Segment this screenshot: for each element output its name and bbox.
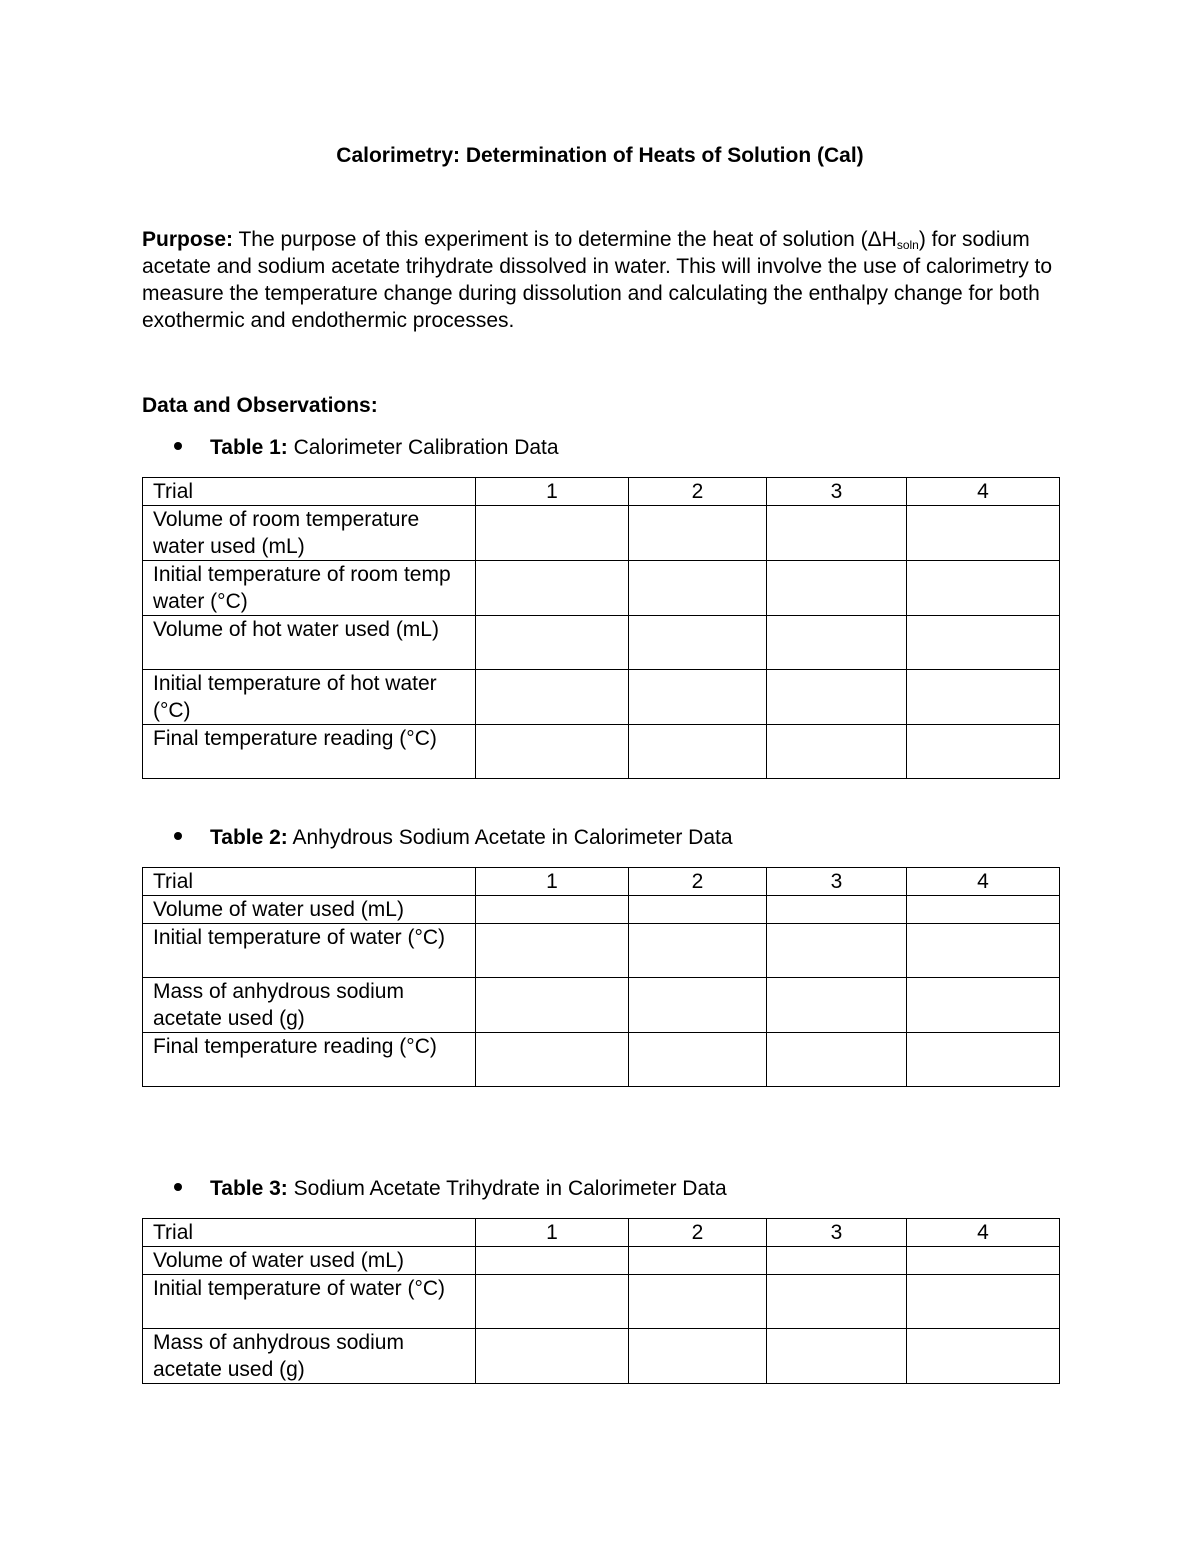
table-3-caption	[174, 1175, 727, 1203]
data-cell[interactable]	[629, 896, 767, 924]
data-cell[interactable]	[629, 1275, 767, 1329]
data-cell[interactable]	[476, 561, 629, 616]
row-label: Mass of anhydrous sodium acetate used (g)	[143, 1329, 476, 1384]
data-cell[interactable]	[907, 725, 1060, 779]
purpose-text-after: ) for sodium acetate and sodium acetate trihydrate dissolved in water. This will involve the use of calorimetry to measure the temperature change during dissolution and calculating the enthalpy change for both exothermic and endothermic processes.	[142, 228, 1053, 332]
row-label: Final temperature reading (°C)	[143, 725, 476, 779]
row-label: Initial temperature of room temp water (°C)	[143, 561, 476, 616]
table-row	[143, 896, 1060, 924]
table-row	[143, 1247, 1060, 1275]
data-cell[interactable]	[629, 978, 767, 1033]
data-cell[interactable]	[907, 506, 1060, 561]
data-cell[interactable]	[907, 561, 1060, 616]
table-1-caption	[174, 434, 559, 462]
table-row	[143, 1033, 1060, 1087]
row-label: Volume of water used (mL)	[143, 896, 476, 924]
row-label: Mass of anhydrous sodium acetate used (g)	[143, 978, 476, 1033]
row-label: Initial temperature of water (°C)	[143, 924, 476, 978]
table-label: Table 2:	[210, 826, 288, 849]
data-cell[interactable]	[629, 506, 767, 561]
data-cell[interactable]	[767, 506, 907, 561]
data-cell[interactable]	[767, 924, 907, 978]
data-cell[interactable]	[476, 1329, 629, 1384]
purpose-paragraph	[142, 226, 1062, 334]
header-cell: 4	[907, 478, 1060, 506]
header-cell: 2	[629, 868, 767, 896]
header-cell: 1	[476, 1219, 629, 1247]
data-cell[interactable]	[476, 616, 629, 670]
table-header-row	[143, 478, 1060, 506]
data-cell[interactable]	[476, 670, 629, 725]
bullet-icon	[174, 832, 182, 840]
data-cell[interactable]	[476, 896, 629, 924]
data-cell[interactable]	[476, 1033, 629, 1087]
bullet-icon	[174, 1183, 182, 1191]
row-label: Volume of water used (mL)	[143, 1247, 476, 1275]
table-row	[143, 670, 1060, 725]
data-cell[interactable]	[767, 1329, 907, 1384]
table-caption-text: Anhydrous Sodium Acetate in Calorimeter Data	[287, 826, 733, 849]
row-label: Volume of hot water used (mL)	[143, 616, 476, 670]
data-cell[interactable]	[907, 616, 1060, 670]
header-cell: 3	[767, 1219, 907, 1247]
bullet-icon	[174, 442, 182, 450]
data-cell[interactable]	[907, 978, 1060, 1033]
data-cell[interactable]	[767, 670, 907, 725]
data-cell[interactable]	[629, 1247, 767, 1275]
purpose-label: Purpose:	[142, 228, 234, 251]
row-label: Volume of room temperature water used (mL)	[143, 506, 476, 561]
data-cell[interactable]	[907, 1275, 1060, 1329]
purpose-subscript: soln	[896, 238, 919, 252]
data-cell[interactable]	[476, 978, 629, 1033]
table-row	[143, 725, 1060, 779]
data-cell[interactable]	[767, 1033, 907, 1087]
row-label: Initial temperature of water (°C)	[143, 1275, 476, 1329]
table-label: Table 1:	[210, 436, 288, 459]
table-3	[142, 1218, 1060, 1384]
table-row	[143, 616, 1060, 670]
data-cell[interactable]	[629, 1329, 767, 1384]
data-cell[interactable]	[476, 1247, 629, 1275]
data-cell[interactable]	[629, 924, 767, 978]
data-cell[interactable]	[767, 616, 907, 670]
table-1	[142, 477, 1060, 779]
data-cell[interactable]	[907, 670, 1060, 725]
table-header-row	[143, 1219, 1060, 1247]
header-cell: 1	[476, 478, 629, 506]
header-cell: 4	[907, 868, 1060, 896]
page-title: Calorimetry: Determination of Heats of Solution (Cal)	[336, 144, 864, 167]
table-2-caption	[174, 824, 733, 852]
table-2	[142, 867, 1060, 1087]
table-row	[143, 978, 1060, 1033]
table-label: Table 3:	[210, 1177, 288, 1200]
header-cell: 1	[476, 868, 629, 896]
header-cell: Trial	[143, 1219, 476, 1247]
data-cell[interactable]	[629, 725, 767, 779]
data-cell[interactable]	[476, 506, 629, 561]
table-row	[143, 924, 1060, 978]
table-header-row	[143, 868, 1060, 896]
data-cell[interactable]	[476, 1275, 629, 1329]
header-cell: Trial	[143, 868, 476, 896]
table-row	[143, 506, 1060, 561]
data-cell[interactable]	[767, 725, 907, 779]
data-cell[interactable]	[907, 896, 1060, 924]
header-cell: 4	[907, 1219, 1060, 1247]
table-caption-text: Calorimeter Calibration Data	[287, 436, 559, 459]
row-label: Final temperature reading (°C)	[143, 1033, 476, 1087]
data-cell[interactable]	[476, 924, 629, 978]
data-cell[interactable]	[907, 924, 1060, 978]
table-row	[143, 561, 1060, 616]
data-cell[interactable]	[476, 725, 629, 779]
header-cell: 2	[629, 478, 767, 506]
data-cell[interactable]	[907, 1329, 1060, 1384]
header-cell: Trial	[143, 478, 476, 506]
data-cell[interactable]	[629, 670, 767, 725]
data-cell[interactable]	[629, 561, 767, 616]
data-cell[interactable]	[767, 561, 907, 616]
header-cell: 3	[767, 478, 907, 506]
data-cell[interactable]	[767, 896, 907, 924]
table-caption-text: Sodium Acetate Trihydrate in Calorimeter Data	[287, 1177, 727, 1200]
data-cell[interactable]	[907, 1247, 1060, 1275]
header-cell: 2	[629, 1219, 767, 1247]
data-cell[interactable]	[767, 978, 907, 1033]
table-row	[143, 1275, 1060, 1329]
header-cell: 3	[767, 868, 907, 896]
purpose-text-before: The purpose of this experiment is to determine the heat of solution (ΔH	[233, 228, 897, 251]
section-heading: Data and Observations:	[142, 394, 378, 417]
table-row	[143, 1329, 1060, 1384]
data-cell[interactable]	[629, 616, 767, 670]
row-label: Initial temperature of hot water (°C)	[143, 670, 476, 725]
data-cell[interactable]	[767, 1247, 907, 1275]
data-cell[interactable]	[629, 1033, 767, 1087]
data-cell[interactable]	[907, 1033, 1060, 1087]
data-cell[interactable]	[767, 1275, 907, 1329]
